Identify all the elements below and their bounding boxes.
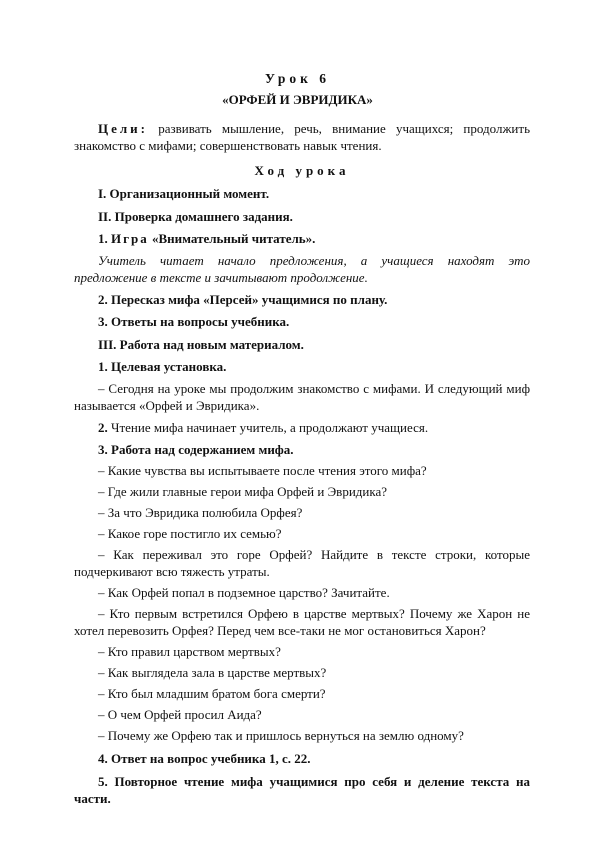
goal-setting-text: – Сегодня на уроке мы продолжим знакомство с мифами. И следующий миф называется «Орфей и Эвридика». bbox=[74, 381, 530, 413]
game-label: Игра bbox=[111, 231, 149, 246]
question-item: – Где жили главные герои мифа Орфей и Эвридика? bbox=[98, 484, 388, 499]
game-instruction: Учитель читает начало предложения, а учащиеся находят это предложение в тексте и зачитывают продолжение. bbox=[74, 253, 530, 285]
question-item: – Какое горе постигло их семью? bbox=[98, 526, 282, 541]
subsection-reading bbox=[74, 419, 530, 436]
title-block bbox=[0, 70, 595, 108]
question-item: – Как переживал это горе Орфей? Найдите в тексте строки, которые подчеркивают всю тяжесть утраты. bbox=[74, 547, 530, 579]
lesson-number: Урок 6 bbox=[265, 71, 330, 86]
question-item: – Кто был младшим братом бога смерти? bbox=[98, 686, 326, 701]
goals-label: Цели: bbox=[98, 121, 148, 136]
question-item: – Кто первым встретился Орфею в царстве мертвых? Почему же Харон не хотел перевозить Орфея? Перед чем все-таки не мог остановиться Харон? bbox=[74, 606, 530, 638]
question-item: – Кто правил царством мертвых? bbox=[98, 644, 281, 659]
subsection-textbook-question: 4. Ответ на вопрос учебника 1, с. 22. bbox=[98, 751, 311, 766]
question-item: – Какие чувства вы испытываете после чтения этого мифа? bbox=[98, 463, 427, 478]
question-item: – Почему же Орфею так и пришлось вернуться на землю одному? bbox=[98, 728, 464, 743]
course-heading: Ход урока bbox=[254, 163, 350, 178]
question-item: – Как Орфей попал в подземное царство? Зачитайте. bbox=[98, 585, 390, 600]
game-title: «Внимательный читатель». bbox=[148, 231, 316, 246]
subsection-goal-setting: 1. Целевая установка. bbox=[98, 359, 227, 374]
section-homework-check: II. Проверка домашнего задания. bbox=[98, 209, 293, 224]
subsection-textbook-answers: 3. Ответы на вопросы учебника. bbox=[98, 314, 290, 329]
question-item: – За что Эвридика полюбила Орфея? bbox=[98, 505, 303, 520]
subsection-rereading: 5. Повторное чтение мифа учащимися про себя и деление текста на части. bbox=[74, 774, 530, 806]
section-organizational: I. Организационный момент. bbox=[98, 186, 270, 201]
goals-paragraph bbox=[74, 120, 530, 154]
lesson-content bbox=[74, 120, 530, 807]
question-item: – Как выглядела зала в царстве мертвых? bbox=[98, 665, 327, 680]
questions-list bbox=[74, 462, 530, 744]
subsection-retelling: 2. Пересказ мифа «Персей» учащимися по плану. bbox=[98, 292, 388, 307]
subsection-game bbox=[74, 230, 530, 247]
question-item: – О чем Орфей просил Аида? bbox=[98, 707, 262, 722]
lesson-title: «ОРФЕЙ И ЭВРИДИКА» bbox=[222, 92, 373, 107]
reading-text: Чтение мифа начинает учитель, а продолжают учащиеся. bbox=[111, 420, 429, 435]
section-new-material: III. Работа над новым материалом. bbox=[98, 337, 304, 352]
subsection-content-work: 3. Работа над содержанием мифа. bbox=[98, 442, 294, 457]
goals-text: развивать мышление, речь, внимание учащихся; продолжить знакомство с мифами; совершенствовать навык чтения. bbox=[74, 121, 530, 153]
reading-number: 2. bbox=[98, 420, 111, 435]
game-prefix: 1. bbox=[98, 231, 111, 246]
